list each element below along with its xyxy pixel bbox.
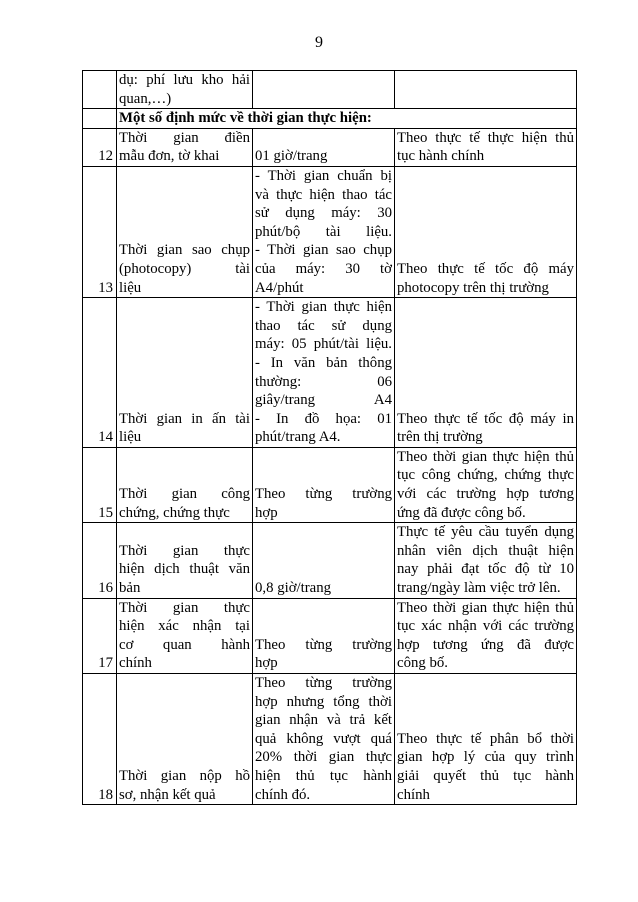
basis-line: trang/ngày làm việc trở lên. — [397, 580, 561, 597]
item-line: chính — [119, 655, 152, 672]
continuation-line: quan,…) — [119, 90, 172, 107]
table-row — [83, 598, 577, 673]
norm-line: giây/trang A4 — [255, 392, 392, 409]
item-line: Thời gian nộp hồ — [119, 767, 250, 784]
norm-cell — [253, 598, 395, 673]
continuation-item-cell — [117, 71, 253, 109]
table-row — [83, 166, 577, 297]
table-body — [83, 128, 577, 804]
table-row — [83, 523, 577, 598]
norm-line: - Thời gian chuẩn bị — [255, 167, 392, 184]
basis-line: photocopy trên thị trường — [397, 279, 549, 296]
norm-cell — [253, 166, 395, 297]
basis-line: nhân viên dịch thuật hiện — [397, 542, 574, 559]
item-cell — [117, 674, 253, 805]
item-line: hiện xác nhận tại — [119, 618, 250, 635]
norm-line: phút/bộ tài liệu. — [255, 223, 392, 240]
item-line: chứng, chứng thực — [119, 504, 230, 521]
norm-cell — [253, 523, 395, 598]
section-header-num-cell — [83, 109, 117, 129]
norm-line: 0,8 giờ/trang — [255, 580, 332, 597]
norm-line: quả không vượt quá — [255, 730, 392, 747]
item-line: Thời gian sao chụp — [119, 242, 250, 259]
section-header: Một số định mức về thời gian thực hiện: — [117, 109, 577, 129]
basis-line: gian hợp lý của quy trình — [397, 749, 574, 766]
basis-line: Theo thực tế thực hiện thủ — [397, 129, 574, 146]
norm-line: và thực hiện thao tác — [255, 186, 392, 203]
item-line: (photocopy) tài — [119, 260, 250, 277]
item-cell — [117, 128, 253, 166]
basis-line: ứng đã được công bố. — [397, 504, 526, 521]
table-row — [83, 674, 577, 805]
row-number: 17 — [83, 598, 117, 673]
basis-line: với các trường hợp tương — [397, 486, 574, 503]
table-row — [83, 447, 577, 522]
page-number: 9 — [315, 34, 323, 51]
norm-line: 01 giờ/trang — [255, 148, 328, 165]
basis-line: tục xác nhận với các trường — [397, 618, 574, 635]
item-cell — [117, 298, 253, 448]
item-cell — [117, 447, 253, 522]
norm-line: hiện thủ tục hành — [255, 767, 392, 784]
time-norms-table — [82, 70, 577, 805]
basis-cell — [395, 128, 577, 166]
item-line: Thời gian in ấn tài — [119, 410, 250, 427]
basis-line: Theo thực tế tốc độ máy — [397, 260, 574, 277]
norm-cell — [253, 128, 395, 166]
norm-line: hợp nhưng tổng thời — [255, 693, 392, 710]
row-number: 16 — [83, 523, 117, 598]
basis-line: chính — [397, 786, 430, 803]
basis-cell — [395, 674, 577, 805]
section-header-row — [83, 109, 577, 129]
table-row — [83, 298, 577, 448]
norm-line: Theo từng trường — [255, 486, 392, 503]
continuation-row — [83, 71, 577, 109]
norm-line: - Thời gian thực hiện — [255, 299, 392, 316]
basis-line: tục công chứng, chứng thực — [397, 467, 574, 484]
norm-line: của máy: 30 tờ — [255, 260, 392, 277]
continuation-norm-cell — [253, 71, 395, 109]
basis-line: nay phải đạt tốc độ từ 10 — [397, 561, 574, 578]
norm-line: thao tác sử dụng — [255, 317, 392, 334]
basis-line: Thực tế yêu cầu tuyển dụng — [397, 524, 574, 541]
basis-cell — [395, 166, 577, 297]
item-cell — [117, 166, 253, 297]
basis-line: Theo thời gian thực hiện thủ — [397, 448, 574, 465]
row-number: 18 — [83, 674, 117, 805]
table-row — [83, 128, 577, 166]
item-line: cơ quan hành — [119, 636, 250, 653]
norm-line: - In văn bản thông — [255, 354, 392, 371]
item-line: liệu — [119, 279, 142, 296]
row-number: 14 — [83, 298, 117, 448]
item-line: Thời gian thực — [119, 542, 250, 559]
norm-line: A4/phút — [255, 279, 304, 296]
norm-line: máy: 05 phút/tài liệu. — [255, 336, 392, 353]
basis-line: Theo thực tế tốc độ máy in — [397, 410, 574, 427]
item-line: Thời gian thực — [119, 599, 250, 616]
basis-line: Theo thời gian thực hiện thủ — [397, 599, 574, 616]
norm-line: gian nhận và trả kết — [255, 712, 392, 729]
basis-line: tục hành chính — [397, 148, 485, 165]
item-cell — [117, 598, 253, 673]
norm-cell — [253, 447, 395, 522]
basis-cell — [395, 523, 577, 598]
norm-cell — [253, 298, 395, 448]
row-number: 15 — [83, 447, 117, 522]
norm-line: - In đồ họa: 01 — [255, 410, 392, 427]
norm-line: thường: 06 — [255, 373, 392, 390]
row-number: 13 — [83, 166, 117, 297]
continuation-num-cell — [83, 71, 117, 109]
basis-cell — [395, 447, 577, 522]
item-line: liệu — [119, 429, 142, 446]
item-line: hiện dịch thuật văn — [119, 561, 250, 578]
basis-line: Theo thực tế phân bổ thời — [397, 730, 574, 747]
norm-line: chính đó. — [255, 786, 311, 803]
item-line: mẫu đơn, tờ khai — [119, 148, 220, 165]
continuation-line: dụ: phí lưu kho hải — [119, 72, 250, 88]
basis-line: giải quyết thủ tục hành — [397, 767, 574, 784]
item-cell — [117, 523, 253, 598]
norm-cell — [253, 674, 395, 805]
item-line: sơ, nhận kết quả — [119, 786, 216, 803]
basis-cell — [395, 298, 577, 448]
item-line: Thời gian điền — [119, 129, 250, 146]
norm-line: Theo từng trường — [255, 675, 392, 691]
basis-line: hợp tương ứng đã được — [397, 636, 574, 653]
basis-cell — [395, 598, 577, 673]
norm-line: - Thời gian sao chụp — [255, 242, 392, 259]
norm-line: 20% thời gian thực — [255, 749, 392, 766]
basis-line: công bố. — [397, 655, 448, 672]
norm-line: Theo từng trường — [255, 636, 392, 653]
norm-line: hợp — [255, 655, 278, 672]
norm-line: phút/trang A4. — [255, 429, 341, 446]
row-number: 12 — [83, 128, 117, 166]
item-line: Thời gian công — [119, 486, 250, 503]
norm-line: hợp — [255, 504, 278, 521]
item-line: bản — [119, 580, 141, 597]
norm-line: sử dụng máy: 30 — [255, 205, 392, 222]
continuation-basis-cell — [395, 71, 577, 109]
basis-line: trên thị trường — [397, 429, 483, 446]
